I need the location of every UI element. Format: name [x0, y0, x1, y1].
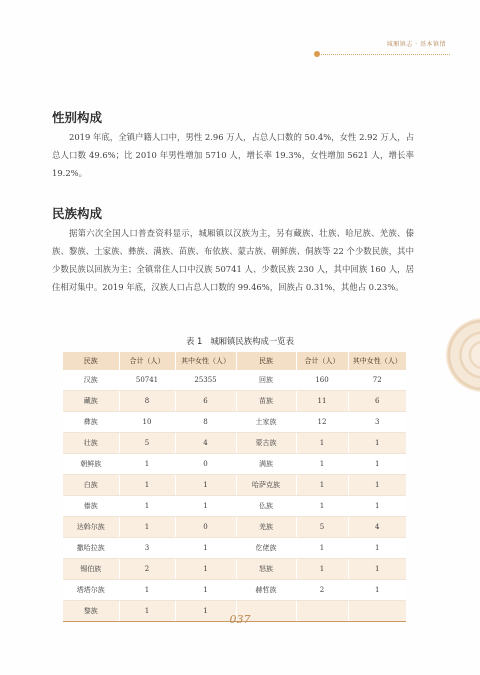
table-cell: 1: [348, 538, 406, 559]
table-row: [63, 412, 406, 433]
table-cell: 汉族: [63, 370, 119, 391]
table-cell: 50741: [119, 370, 175, 391]
table-cell: 蒙古族: [236, 433, 296, 454]
table-cell: 160: [296, 370, 348, 391]
table-cell: 锡伯族: [63, 559, 119, 580]
table-cell: 6: [348, 391, 406, 412]
table-cell: 2: [119, 559, 175, 580]
table-cell: 1: [119, 517, 175, 538]
table-cell: 羌族: [236, 517, 296, 538]
table-cell: 1: [175, 496, 236, 517]
table-cell: 达斡尔族: [63, 517, 119, 538]
table-cell: 72: [348, 370, 406, 391]
table-cell: 苗族: [236, 391, 296, 412]
table-cell: 1: [348, 433, 406, 454]
table-cell: 1: [119, 454, 175, 475]
table-row: [63, 517, 406, 538]
table-cell: 25355: [175, 370, 236, 391]
table-cell: 1: [119, 475, 175, 496]
table-row: [63, 580, 406, 601]
table-row: [63, 475, 406, 496]
table-cell: 0: [175, 454, 236, 475]
table-cell: 仡佬族: [236, 538, 296, 559]
section-body-gender: 2019 年底，全镇户籍人口中，男性 2.96 万人，占总人口数的 50.4%，女性 2.92 万人，占总人口数 49.6%；比 2010 年男性增加 5710 人，增长率 19.3%，女性增加 5621 人，增长率 19.2%。: [52, 132, 414, 178]
table-cell: 回族: [236, 370, 296, 391]
table-cell: 6: [175, 391, 236, 412]
header-dotted-rule: [318, 54, 450, 55]
table-cell: 12: [296, 412, 348, 433]
table-cell: 朝鲜族: [63, 454, 119, 475]
table-cell: 1: [348, 559, 406, 580]
section-heading-ethnicity: 民族构成: [52, 206, 103, 221]
table-cell: 怒族: [236, 559, 296, 580]
ethnicity-table: [63, 352, 406, 622]
table-cell: 黎族: [63, 601, 119, 622]
table-caption: [0, 335, 480, 347]
table-header-row: [63, 352, 406, 370]
column-header: 民族: [236, 352, 296, 370]
column-header: 其中女性（人）: [348, 352, 406, 370]
table-cell: 1: [175, 538, 236, 559]
table-row: [63, 559, 406, 580]
table-cell: 满族: [236, 454, 296, 475]
table-cell: 1: [296, 496, 348, 517]
table-cell: 撒哈拉族: [63, 538, 119, 559]
running-header: 城厢镇志 · 基本镇情: [386, 41, 446, 48]
table-caption-title: 城厢镇民族构成一览表: [210, 336, 295, 346]
decorative-circle-ornament: [446, 318, 480, 392]
table-cell: 0: [175, 517, 236, 538]
table-cell: 1: [296, 559, 348, 580]
table-cell: 白族: [63, 475, 119, 496]
table-cell: 壮族: [63, 433, 119, 454]
column-header: 民族: [63, 352, 119, 370]
table-row: [63, 538, 406, 559]
table-cell: 哈萨克族: [236, 475, 296, 496]
table-cell: 1: [296, 538, 348, 559]
table-cell: 5: [296, 517, 348, 538]
table-cell: 1: [296, 475, 348, 496]
table-cell: 1: [348, 454, 406, 475]
table-cell: 1: [348, 475, 406, 496]
table-cell: 5: [119, 433, 175, 454]
table-cell: 塔塔尔族: [63, 580, 119, 601]
table-cell: 3: [348, 412, 406, 433]
table-cell: 11: [296, 391, 348, 412]
table-cell: 土家族: [236, 412, 296, 433]
table-cell: 8: [119, 391, 175, 412]
table-cell: 仫族: [236, 496, 296, 517]
table-cell: 3: [119, 538, 175, 559]
table-row: [63, 433, 406, 454]
section-heading-gender: 性别构成: [52, 110, 103, 125]
table-cell: 1: [119, 496, 175, 517]
section-body-ethnicity: 据第六次全国人口普查资料显示，城厢镇以汉族为主，另有藏族、壮族、哈尼族、羌族、傣族、黎族、土家族、彝族、满族、苗族、布依族、蒙古族、朝鲜族、侗族等 22 个少数民族，其中少数民族以回族为主；全镇常住人口中汉族 50741 人、少数民族 230 人，其中回族 160 人，居住相对集中。2019 年底，汉族人口占总人口数的 99.46%，回族占 0.31%，其他占 0.23%。: [52, 228, 414, 292]
table-cell: 傣族: [63, 496, 119, 517]
column-header: 其中女性（人）: [175, 352, 236, 370]
table-row: [63, 391, 406, 412]
table-cell: 1: [175, 559, 236, 580]
table-row: [63, 496, 406, 517]
table-cell: 10: [119, 412, 175, 433]
table-cell: 1: [119, 580, 175, 601]
page-number: 037: [229, 613, 251, 626]
table-cell: 4: [175, 433, 236, 454]
table-cell: 1: [175, 580, 236, 601]
table-cell: 4: [348, 517, 406, 538]
table-cell: 2: [296, 580, 348, 601]
table-cell: 藏族: [63, 391, 119, 412]
table-caption-number: 表 1: [185, 336, 203, 346]
table-cell: 1: [175, 601, 236, 622]
table-cell: 1: [296, 433, 348, 454]
table-cell: 1: [119, 601, 175, 622]
table-cell: 彝族: [63, 412, 119, 433]
table-row: [63, 370, 406, 391]
table-row: [63, 454, 406, 475]
table-cell: 1: [296, 454, 348, 475]
table-cell: 1: [175, 475, 236, 496]
column-header: 合计（人）: [119, 352, 175, 370]
column-header: 合计（人）: [296, 352, 348, 370]
table-cell: 赫哲族: [236, 580, 296, 601]
table-cell: 1: [348, 580, 406, 601]
table-cell: 8: [175, 412, 236, 433]
table-cell: 1: [348, 496, 406, 517]
